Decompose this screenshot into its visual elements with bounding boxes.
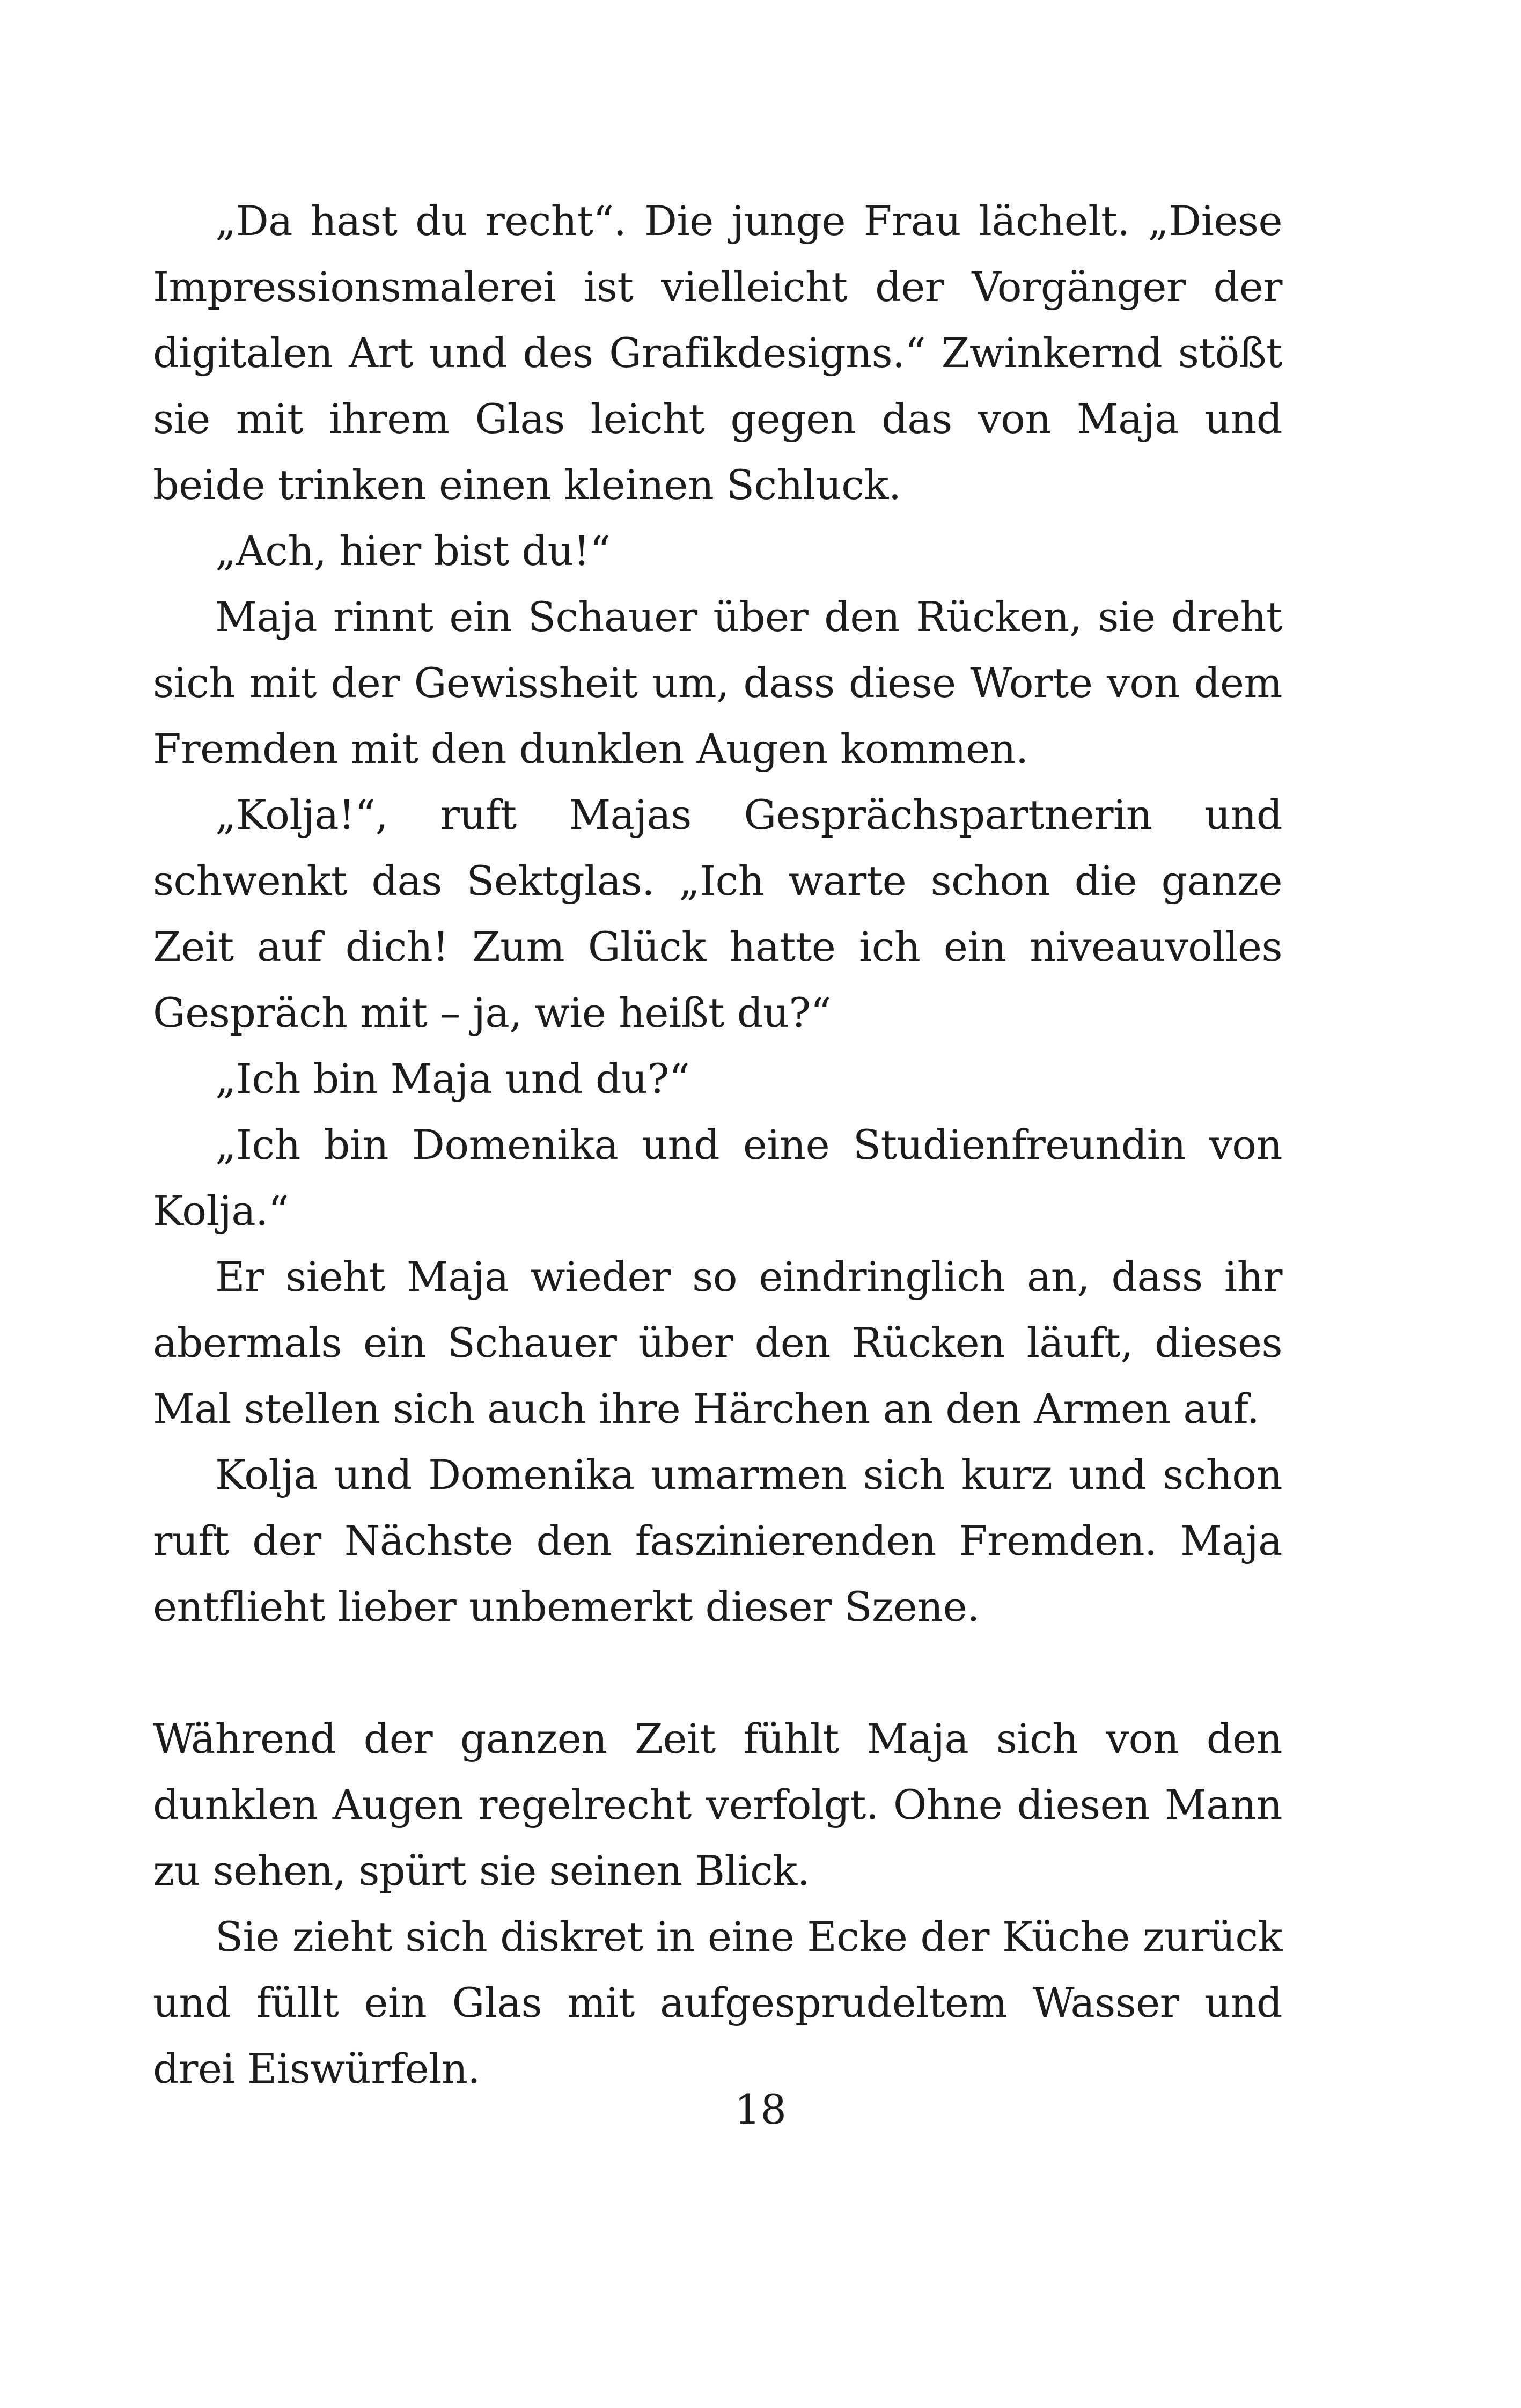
paragraph-5: „Ich bin Maja und du?“ <box>215 1055 690 1103</box>
paragraph-10: Sie zieht sich diskret in eine Ecke der Küche zurück und füllt ein Glas mit aufgesprudeltem Wasser und drei Eiswürfeln. <box>153 1913 1282 2093</box>
paragraph-7: Er sieht Maja wieder so eindringlich an, dass ihr abermals ein Schauer über den Rücken läuft, dieses Mal stellen sich auch ihre Härchen an den Armen auf. <box>153 1253 1282 1433</box>
paragraph-3: Maja rinnt ein Schauer über den Rücken, sie dreht sich mit der Gewissheit um, dass diese Worte von dem Fremden mit den dunklen Augen kommen. <box>153 593 1282 773</box>
paragraph-4: „Kolja!“, ruft Majas Gesprächspartnerin und schwenkt das Sektglas. „Ich warte schon die ganze Zeit auf dich! Zum Glück hatte ich ein niveauvolles Gespräch mit – ja, wie heißt du?“ <box>153 791 1282 1037</box>
paragraph-9: Während der ganzen Zeit fühlt Maja sich von den dunklen Augen regelrecht verfolgt. Ohne diesen Mann zu sehen, spürt sie seinen Blick. <box>153 1715 1282 1895</box>
page-number: 18 <box>734 2086 787 2133</box>
scene-break <box>153 1640 1282 1706</box>
paragraph-1: „Da hast du recht“. Die junge Frau lächelt. „Diese Impressionsmalerei ist vielleicht der Vorgänger der digitalen Art und des Grafikdesigns.“ Zwinkernd stößt sie mit ihrem Glas leicht gegen das von Maja und beide trinken einen kleinen Schluck. <box>153 197 1282 509</box>
paragraph-6: „Ich bin Domenika und eine Studienfreundin von Kolja.“ <box>153 1121 1282 1235</box>
body-text <box>153 188 1282 2102</box>
paragraph-8: Kolja und Domenika umarmen sich kurz und schon ruft der Nächste den faszinierenden Fremden. Maja entflieht lieber unbemerkt dieser Szene. <box>153 1451 1282 1631</box>
paragraph-2: „Ach, hier bist du!“ <box>215 527 611 575</box>
